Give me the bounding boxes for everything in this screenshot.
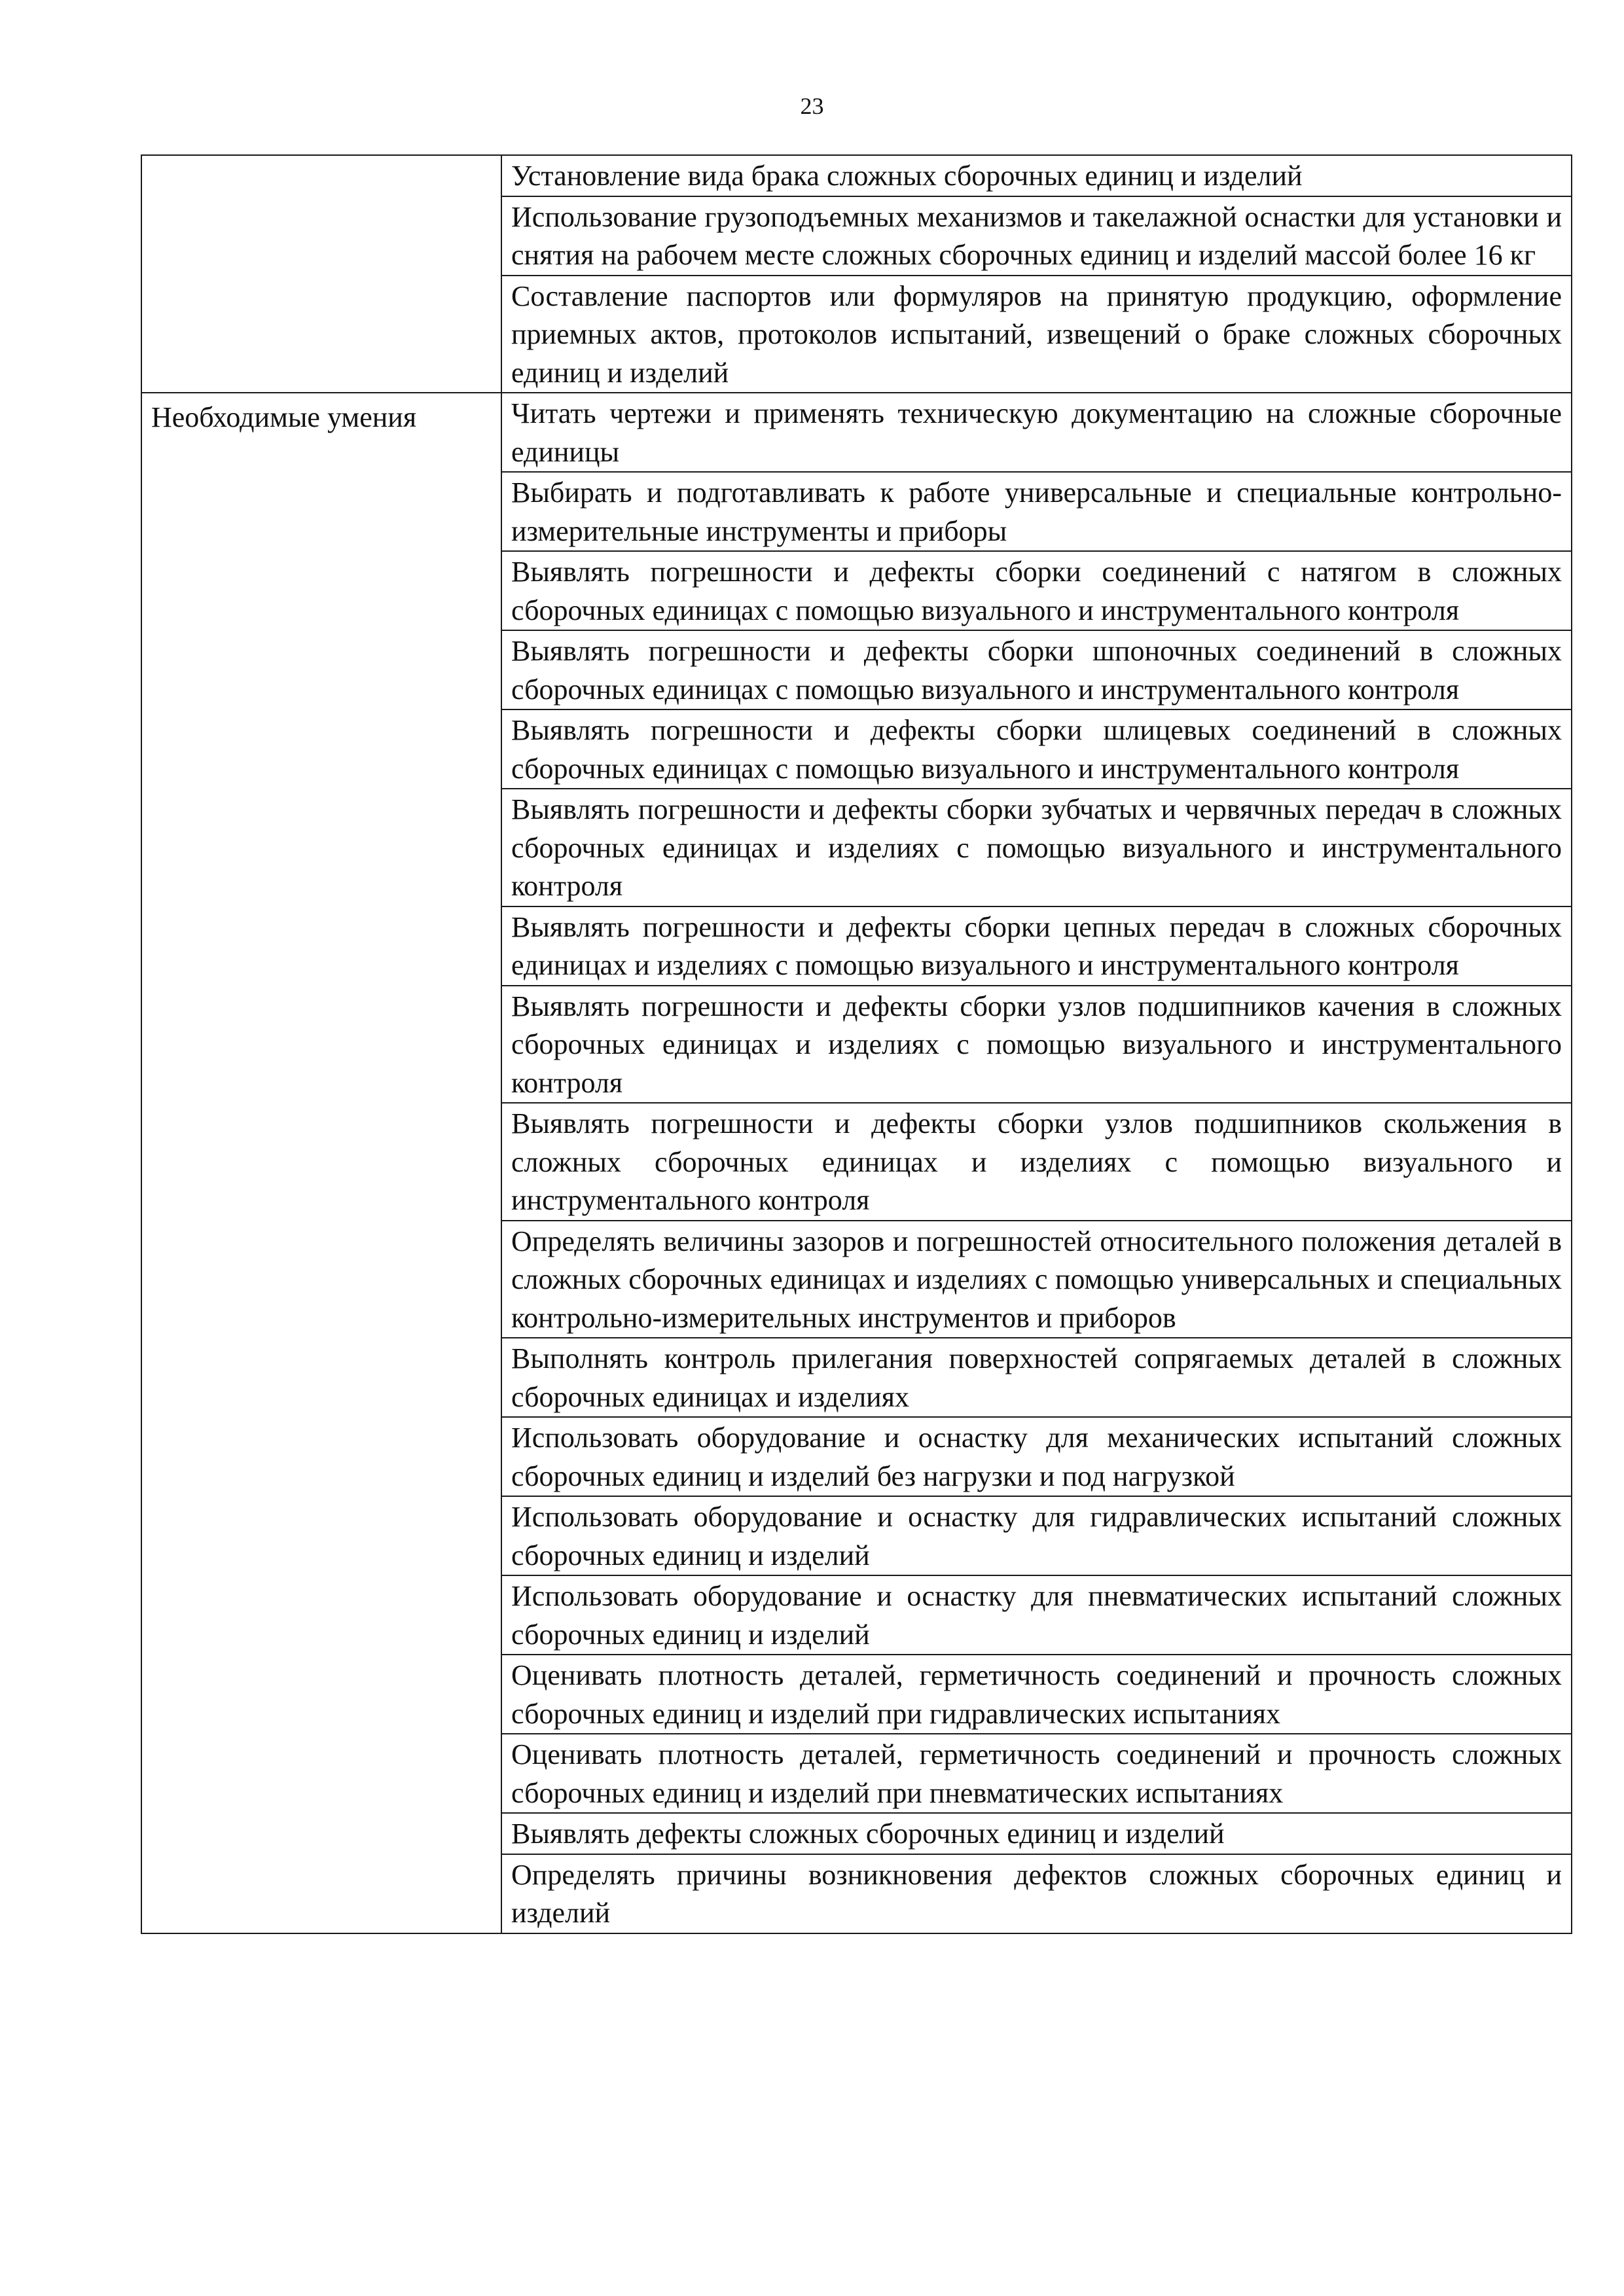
table-cell: Выявлять погрешности и дефекты сборки зубчатых и червячных передач в сложных сборочных единицах и изделиях с помощью визуального и инструментального контроля <box>501 789 1572 906</box>
skills-label-cell: Необходимые умения <box>141 393 501 1933</box>
table-cell: Выявлять погрешности и дефекты сборки соединений с натягом в сложных сборочных единицах с помощью визуального и инструментального контроля <box>501 551 1572 630</box>
table-cell: Использовать оборудование и оснастку для пневматических испытаний сложных сборочных единиц и изделий <box>501 1575 1572 1655</box>
table-cell: Выбирать и подготавливать к работе универсальные и специальные контрольно-измерительные инструменты и приборы <box>501 472 1572 551</box>
table-row <box>141 393 1572 472</box>
table-cell: Составление паспортов или формуляров на принятую продукцию, оформление приемных актов, протоколов испытаний, извещений о браке сложных сборочных единиц и изделий <box>501 276 1572 393</box>
table-cell: Выявлять погрешности и дефекты сборки узлов подшипников качения в сложных сборочных единицах и изделиях с помощью визуального и инструментального контроля <box>501 986 1572 1103</box>
table-cell: Использовать оборудование и оснастку для механических испытаний сложных сборочных единиц и изделий без нагрузки и под нагрузкой <box>501 1417 1572 1496</box>
table-cell: Оценивать плотность деталей, герметичность соединений и прочность сложных сборочных единиц и изделий при пневматических испытаниях <box>501 1734 1572 1813</box>
table-cell: Использование грузоподъемных механизмов и такелажной оснастки для установки и снятия на рабочем месте сложных сборочных единиц и изделий массой более 16 кг <box>501 196 1572 276</box>
table-cell: Выявлять погрешности и дефекты сборки узлов подшипников скольжения в сложных сборочных единицах и изделиях с помощью визуального и инструментального контроля <box>501 1103 1572 1221</box>
continued-label-cell <box>141 155 501 393</box>
table-cell: Определять величины зазоров и погрешностей относительного положения деталей в сложных сборочных единицах и изделиях с помощью универсальных и специальных контрольно-измерительных инструментов и приборов <box>501 1221 1572 1338</box>
page-number: 23 <box>800 93 824 119</box>
table-cell: Выявлять погрешности и дефекты сборки шлицевых соединений в сложных сборочных единицах с помощью визуального и инструментального контроля <box>501 709 1572 789</box>
table-cell: Использовать оборудование и оснастку для гидравлических испытаний сложных сборочных единиц и изделий <box>501 1496 1572 1575</box>
table-cell: Выявлять погрешности и дефекты сборки цепных передач в сложных сборочных единицах и изделиях с помощью визуального и инструментального контроля <box>501 906 1572 986</box>
table-cell: Читать чертежи и применять техническую документацию на сложные сборочные единицы <box>501 393 1572 472</box>
table-cell: Выявлять дефекты сложных сборочных единиц и изделий <box>501 1813 1572 1854</box>
table-cell: Оценивать плотность деталей, герметичность соединений и прочность сложных сборочных единиц и изделий при гидравлических испытаниях <box>501 1655 1572 1734</box>
table-cell: Выявлять погрешности и дефекты сборки шпоночных соединений в сложных сборочных единицах с помощью визуального и инструментального контроля <box>501 630 1572 709</box>
table-cell: Определять причины возникновения дефектов сложных сборочных единиц и изделий <box>501 1854 1572 1933</box>
table-body <box>141 155 1572 1933</box>
table-row <box>141 155 1572 196</box>
table-cell: Выполнять контроль прилегания поверхностей сопрягаемых деталей в сложных сборочных единицах и изделиях <box>501 1338 1572 1417</box>
table-cell: Установление вида брака сложных сборочных единиц и изделий <box>501 155 1572 196</box>
skills-table <box>141 154 1572 1934</box>
